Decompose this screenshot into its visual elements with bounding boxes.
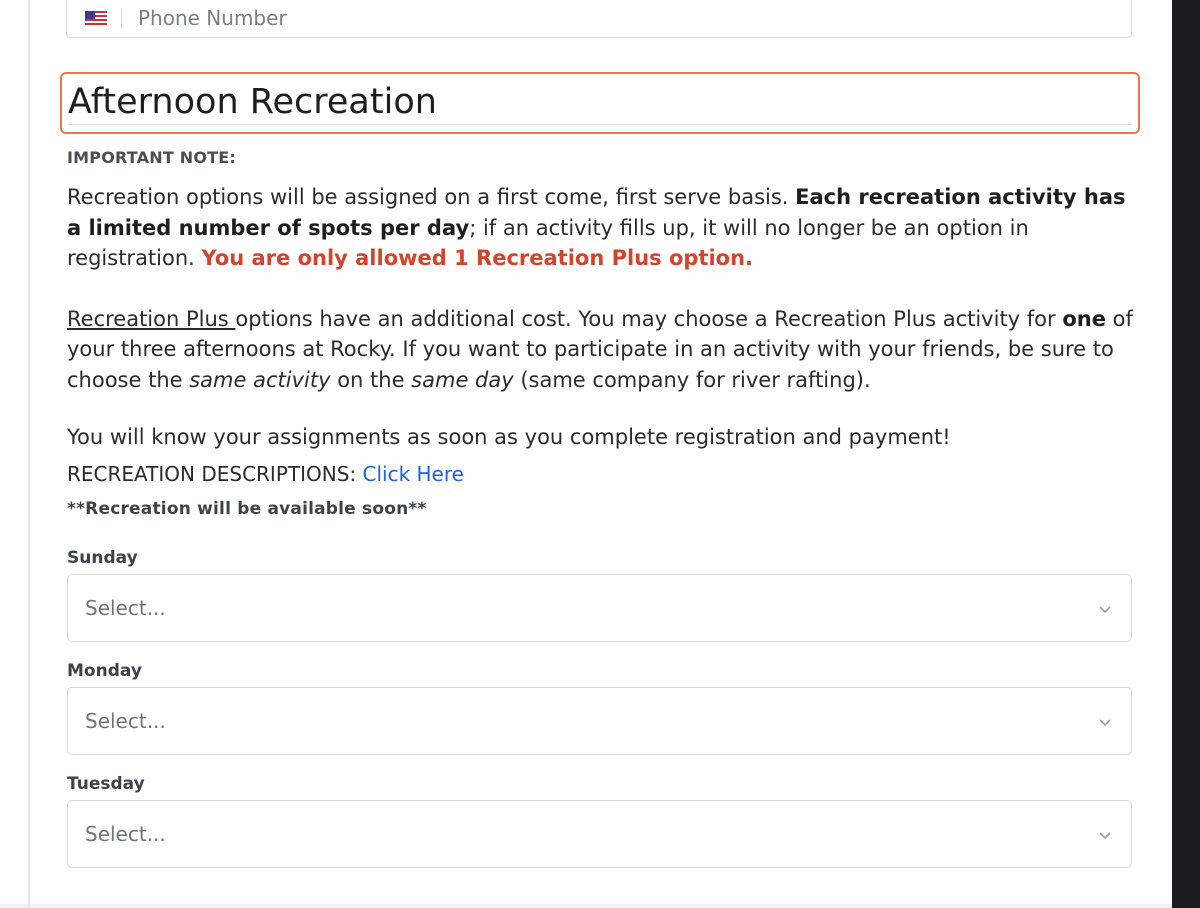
note-bold-text: Each recreation activity has a limited number of spots per day	[67, 185, 1126, 240]
sunday-select[interactable]	[67, 574, 1132, 642]
select-placeholder: Select...	[85, 822, 166, 846]
tuesday-select[interactable]	[67, 800, 1132, 868]
panel-divider	[28, 0, 30, 908]
window-scrollbar[interactable]	[1172, 0, 1200, 908]
note-text: options have an additional cost. You may choose a Recreation Plus activity for	[235, 306, 1063, 331]
section-title: Afternoon Recreation	[68, 82, 437, 122]
note-text: (same company for river rafting).	[513, 367, 871, 392]
monday-label: Monday	[67, 661, 142, 681]
note-paragraph-2	[67, 304, 1133, 396]
us-flag-icon[interactable]	[85, 11, 107, 25]
title-underline	[68, 124, 1132, 125]
section-title-box	[60, 72, 1140, 134]
note-italic-text: same activity	[189, 367, 331, 392]
phone-number-input[interactable]	[136, 5, 736, 31]
note-bold-text: one	[1062, 306, 1106, 331]
chevron-down-icon	[1097, 601, 1113, 617]
phone-field[interactable]	[66, 0, 1132, 38]
chevron-down-icon	[1097, 714, 1113, 730]
note-italic-text: same day	[411, 367, 514, 392]
chevron-down-icon	[1097, 827, 1113, 843]
important-note-heading: IMPORTANT NOTE:	[67, 148, 236, 167]
note-text: Recreation options will be assigned on a first come, first serve basis.	[67, 185, 796, 209]
descriptions-link[interactable]: Click Here	[362, 461, 464, 486]
divider	[121, 8, 122, 28]
select-placeholder: Select...	[85, 596, 166, 620]
recreation-info	[67, 148, 1133, 519]
sunday-label: Sunday	[67, 548, 138, 568]
recreation-plus-underlined: Recreation Plus	[67, 306, 236, 331]
note-text: on the	[330, 367, 412, 392]
descriptions-label: RECREATION DESCRIPTIONS:	[67, 461, 363, 486]
tuesday-label: Tuesday	[67, 774, 145, 794]
monday-select[interactable]	[67, 687, 1132, 755]
recreation-descriptions	[67, 459, 1133, 490]
note-paragraph-3: You will know your assignments as soon as you complete registration and payment!	[67, 425, 951, 449]
availability-note: **Recreation will be available soon**	[67, 499, 427, 519]
note-text: ; if an activity fills up, it will no longer be an option in registration.	[67, 215, 1029, 270]
recreation-plus-limit-warning: You are only allowed 1 Recreation Plus option.	[201, 246, 754, 270]
select-placeholder: Select...	[85, 709, 166, 733]
note-paragraph-1	[67, 182, 1133, 274]
note-text: of your three afternoons at Rocky. If you want to participate in an activity with your friends, be sure to choose the	[67, 306, 1133, 392]
